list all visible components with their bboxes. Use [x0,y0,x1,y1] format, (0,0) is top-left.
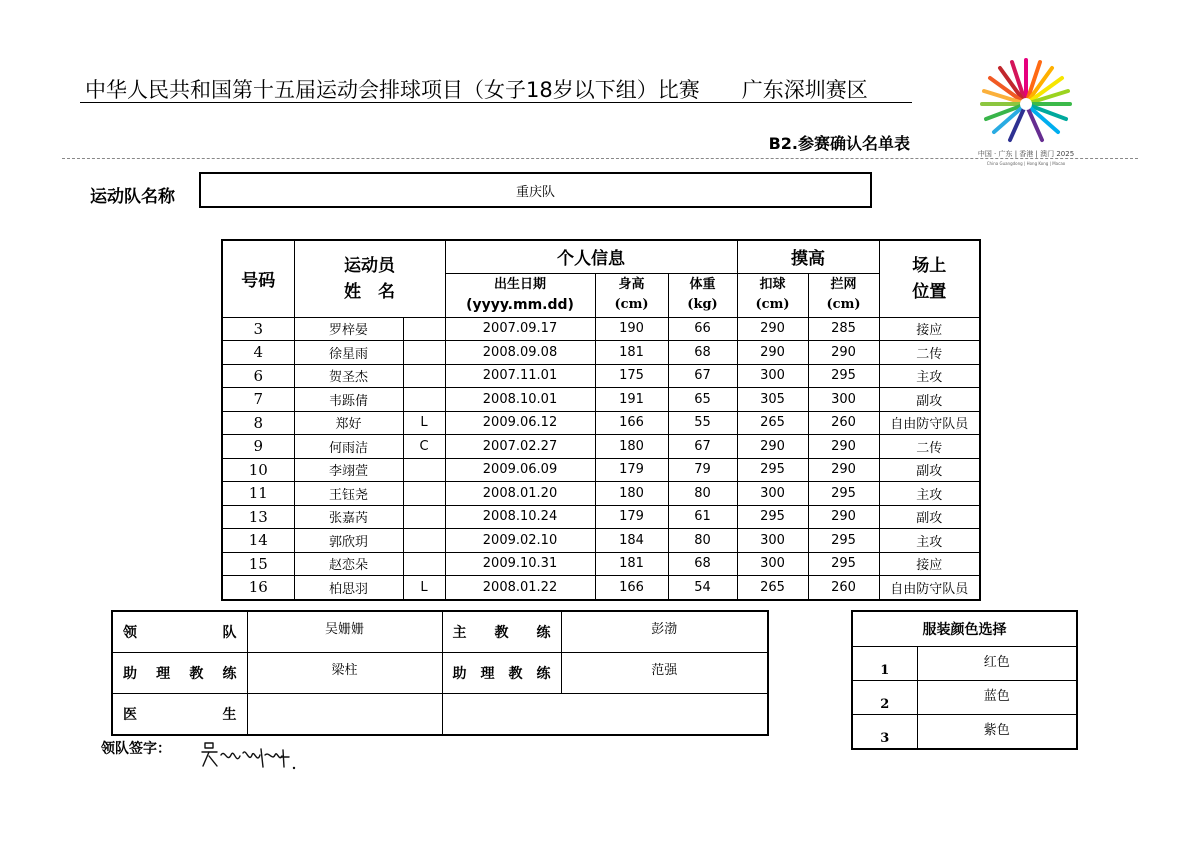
cell-role [403,388,445,412]
cell-spike: 290 [737,341,808,365]
header-number: 号码 [222,240,294,317]
cell-number: 16 [222,576,294,600]
cell-position: 主攻 [879,482,980,506]
cell-role [403,458,445,482]
cell-weight: 54 [668,576,737,600]
cell-height: 166 [595,411,668,435]
cell-name: 郭欣玥 [294,529,403,553]
cell-role [403,341,445,365]
cell-birth: 2008.09.08 [445,341,595,365]
uniform-color-table [851,610,1078,750]
cell-height: 166 [595,576,668,600]
header-athlete [294,240,445,317]
cell-number: 8 [222,411,294,435]
table-row [222,364,980,388]
cell-role [403,529,445,553]
header-position [879,240,980,317]
cell-name: 韦跞倩 [294,388,403,412]
cell-position: 主攻 [879,529,980,553]
header-block [808,273,879,317]
table-row [222,529,980,553]
cell-weight: 68 [668,341,737,365]
cell-height: 179 [595,505,668,529]
cell-name: 郑好 [294,411,403,435]
header-athlete-line2: 姓 名 [344,281,395,302]
header-weight [668,273,737,317]
cell-role: L [403,411,445,435]
cell-name: 赵恋朵 [294,552,403,576]
cell-role [403,317,445,341]
header-weight-unit: (kg) [687,297,718,312]
cell-height: 180 [595,435,668,459]
assistant-coach-label-1: 助理教练 [112,653,247,694]
cell-number: 9 [222,435,294,459]
cell-weight: 55 [668,411,737,435]
uniform-option-number: 2 [852,681,917,715]
cell-height: 184 [595,529,668,553]
cell-number: 6 [222,364,294,388]
cell-weight: 80 [668,529,737,553]
cell-birth: 2007.02.27 [445,435,595,459]
cell-block: 290 [808,458,879,482]
head-coach-field[interactable]: 彭渤 [561,611,768,653]
games-logo-icon [972,58,1080,170]
cell-weight: 67 [668,364,737,388]
cell-height: 175 [595,364,668,388]
cell-position: 二传 [879,435,980,459]
list-item [852,647,1077,681]
cell-birth: 2008.01.22 [445,576,595,600]
cell-block: 285 [808,317,879,341]
cell-name: 王钰尧 [294,482,403,506]
team-name-label: 运动队名称 [90,187,175,207]
assistant-coach-label-2: 助理教练 [442,653,561,694]
document-title: 中华人民共和国第十五届运动会排球项目（女子18岁以下组）比赛 广东深圳赛区 [85,78,868,102]
cell-birth: 2007.09.17 [445,317,595,341]
handwritten-signature-icon [195,735,310,780]
cell-height: 179 [595,458,668,482]
cell-position: 自由防守队员 [879,411,980,435]
cell-number: 14 [222,529,294,553]
header-spike [737,273,808,317]
cell-block: 260 [808,576,879,600]
cell-spike: 290 [737,317,808,341]
logo-caption: 中国 · 广东 | 香港 | 澳门 2025 [977,150,1075,158]
cell-block: 290 [808,505,879,529]
header-personal-info: 个人信息 [445,240,737,273]
cell-name: 何雨洁 [294,435,403,459]
cell-role [403,505,445,529]
cell-birth: 2008.01.20 [445,482,595,506]
cell-block: 295 [808,529,879,553]
header-height [595,273,668,317]
cell-spike: 290 [737,435,808,459]
cell-birth: 2009.06.09 [445,458,595,482]
cell-spike: 265 [737,576,808,600]
cell-spike: 300 [737,552,808,576]
form-subtitle: B2.参赛确认名单表 [768,134,910,153]
title-underline [80,102,912,103]
cell-position: 二传 [879,341,980,365]
header-athlete-line1: 运动员 [344,255,395,276]
cell-name: 张嘉芮 [294,505,403,529]
cell-block: 290 [808,435,879,459]
table-row [222,435,980,459]
cell-role [403,482,445,506]
cell-weight: 66 [668,317,737,341]
cell-height: 180 [595,482,668,506]
cell-number: 15 [222,552,294,576]
table-row [222,388,980,412]
cell-name: 柏思羽 [294,576,403,600]
cell-block: 300 [808,388,879,412]
cell-birth: 2009.06.12 [445,411,595,435]
cell-number: 10 [222,458,294,482]
cell-role: L [403,576,445,600]
cell-role [403,552,445,576]
roster-body [222,317,980,600]
cell-role: C [403,435,445,459]
cell-block: 295 [808,552,879,576]
list-item [852,715,1077,750]
uniform-color-body [852,647,1077,750]
table-row [222,341,980,365]
header-reach: 摸高 [737,240,879,273]
cell-position: 接应 [879,317,980,341]
cell-name: 贺圣杰 [294,364,403,388]
header-spike-label: 扣球 [759,277,786,292]
head-coach-label: 主教练 [442,611,561,653]
cell-weight: 65 [668,388,737,412]
cell-block: 260 [808,411,879,435]
uniform-option-color[interactable]: 红色 [917,647,1077,681]
table-row [222,505,980,529]
leader-signature-label: 领队签字： [101,741,171,757]
header-position-line1: 场上 [912,255,947,276]
header-block-unit: (cm) [826,297,861,312]
cell-position: 副攻 [879,505,980,529]
uniform-option-color[interactable]: 紫色 [917,715,1077,750]
cell-height: 181 [595,552,668,576]
team-name-field[interactable]: 重庆队 [199,172,872,208]
cell-spike: 300 [737,364,808,388]
cell-spike: 295 [737,458,808,482]
cell-position: 接应 [879,552,980,576]
header-weight-label: 体重 [689,277,716,292]
header-birth-format: (yyyy.mm.dd) [466,297,574,313]
cell-number: 13 [222,505,294,529]
table-row [222,482,980,506]
doctor-field[interactable] [247,694,442,736]
table-row [222,576,980,600]
cell-position: 副攻 [879,458,980,482]
table-row [222,411,980,435]
header-block-label: 拦网 [830,277,857,292]
assistant-coach-field-2[interactable]: 范强 [561,653,768,694]
cell-weight: 80 [668,482,737,506]
leader-label: 领队 [112,611,247,653]
staff-table [111,610,769,736]
header-position-line2: 位置 [912,281,947,302]
cell-position: 副攻 [879,388,980,412]
cell-role [403,364,445,388]
uniform-option-number: 1 [852,647,917,681]
assistant-coach-field-1[interactable]: 梁柱 [247,653,442,694]
table-row [222,317,980,341]
roster-table [221,239,981,601]
cell-name: 李翊萱 [294,458,403,482]
table-row [222,552,980,576]
cell-birth: 2009.02.10 [445,529,595,553]
cell-birth: 2008.10.01 [445,388,595,412]
logo-caption-en: China Guangdong | Hong Kong | Macao [986,161,1066,166]
cell-birth: 2008.10.24 [445,505,595,529]
cell-weight: 61 [668,505,737,529]
blank-cell [442,694,768,736]
header-birth [445,273,595,317]
cell-spike: 265 [737,411,808,435]
cell-position: 主攻 [879,364,980,388]
uniform-color-title: 服装颜色选择 [852,611,1077,647]
header-height-unit: (cm) [614,297,649,312]
leader-field[interactable]: 吴姗姗 [247,611,442,653]
table-row [222,458,980,482]
cell-number: 4 [222,341,294,365]
cell-spike: 300 [737,529,808,553]
cell-weight: 68 [668,552,737,576]
cell-spike: 295 [737,505,808,529]
cell-number: 11 [222,482,294,506]
cell-position: 自由防守队员 [879,576,980,600]
header-spike-unit: (cm) [755,297,790,312]
doctor-label: 医生 [112,694,247,736]
cell-spike: 300 [737,482,808,506]
cell-height: 191 [595,388,668,412]
header-birth-label: 出生日期 [493,277,546,292]
cell-height: 190 [595,317,668,341]
cell-birth: 2009.10.31 [445,552,595,576]
cell-block: 295 [808,364,879,388]
cell-weight: 79 [668,458,737,482]
cell-number: 7 [222,388,294,412]
uniform-option-color[interactable]: 蓝色 [917,681,1077,715]
cell-birth: 2007.11.01 [445,364,595,388]
cell-number: 3 [222,317,294,341]
cell-block: 295 [808,482,879,506]
uniform-option-number: 3 [852,715,917,750]
cell-spike: 305 [737,388,808,412]
cell-weight: 67 [668,435,737,459]
cell-name: 徐星雨 [294,341,403,365]
list-item [852,681,1077,715]
cell-block: 290 [808,341,879,365]
header-height-label: 身高 [618,277,645,292]
cell-height: 181 [595,341,668,365]
cell-name: 罗梓晏 [294,317,403,341]
